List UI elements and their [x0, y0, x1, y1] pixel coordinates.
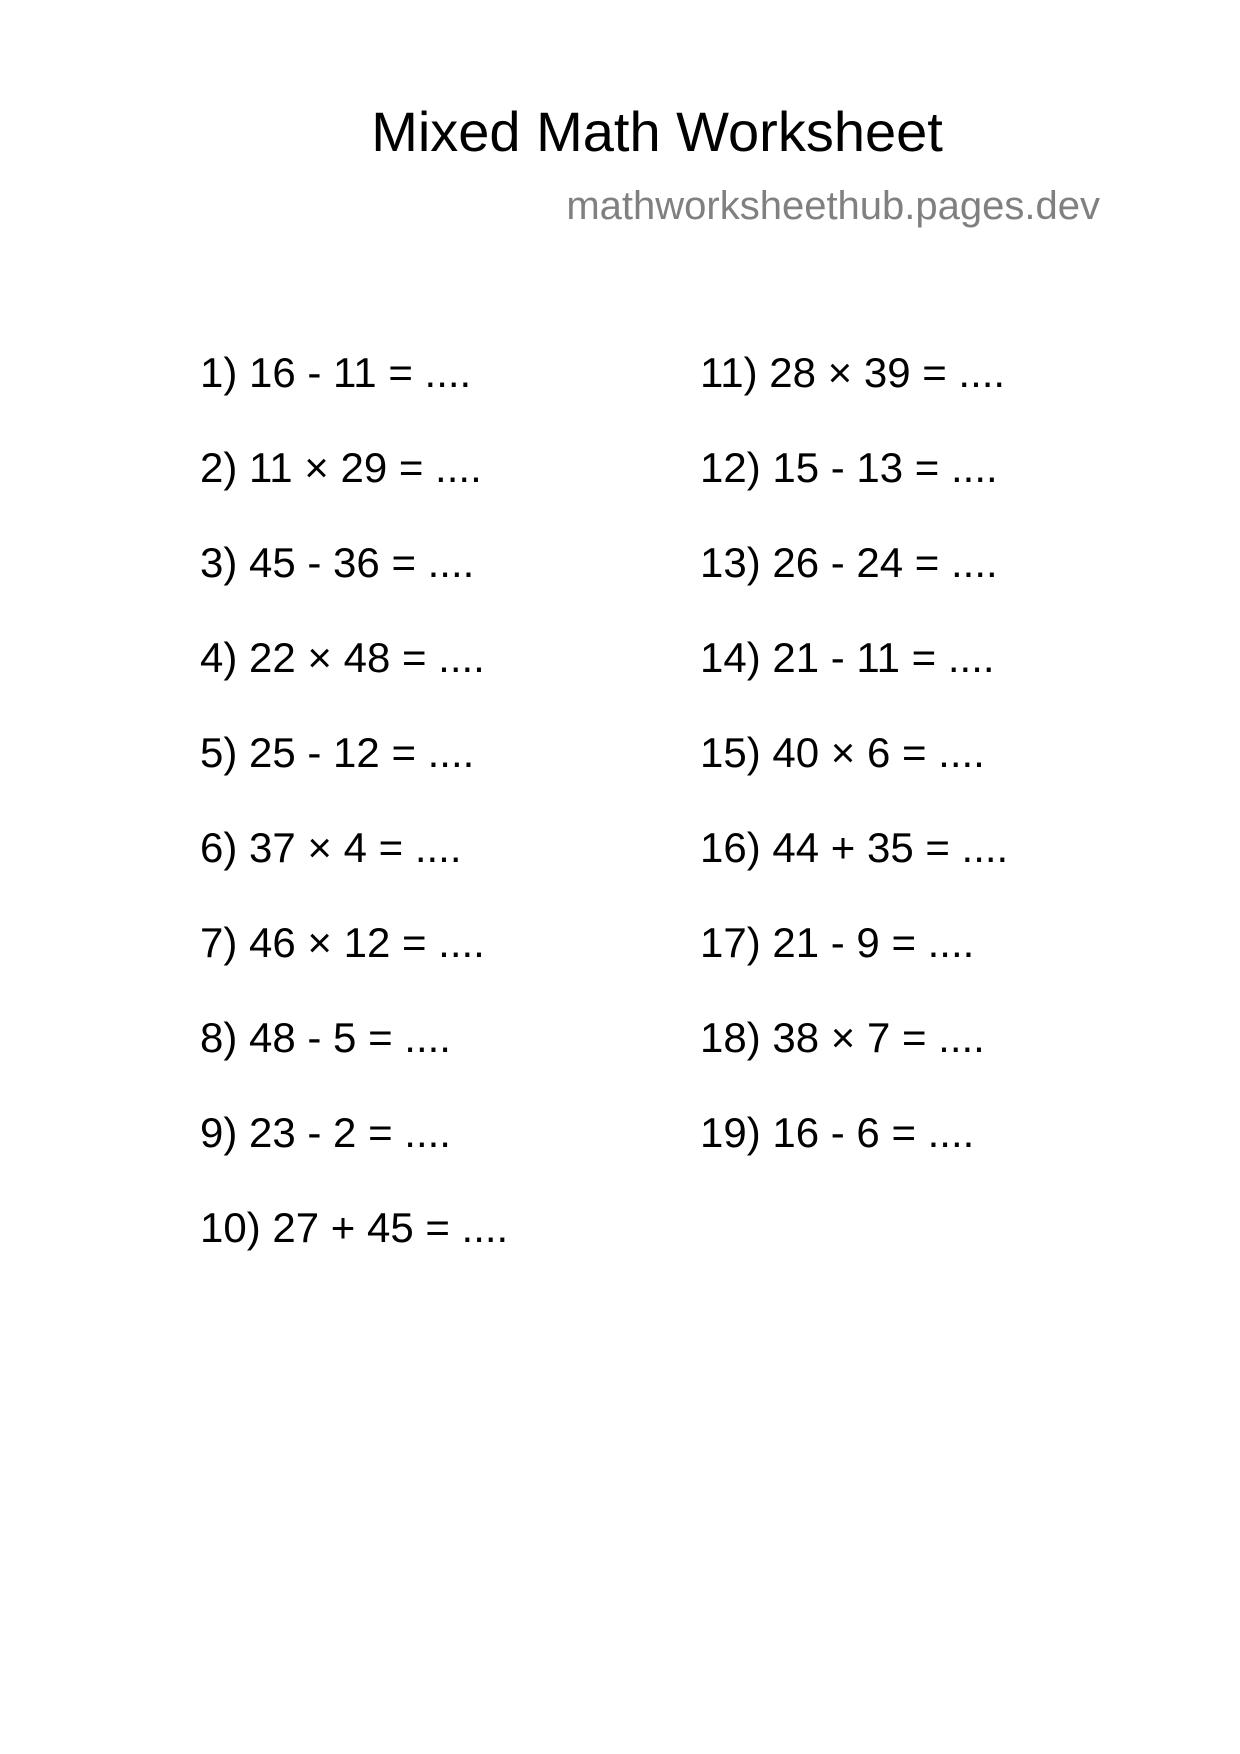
- problem-16: 16) 44 + 35 = ....: [700, 824, 1009, 871]
- problem-3: 3) 45 - 36 = ....: [200, 539, 475, 586]
- worksheet-title: Mixed Math Worksheet: [371, 100, 943, 163]
- problem-column-left: [200, 348, 508, 1298]
- problem-15: 15) 40 × 6 = ....: [700, 729, 985, 776]
- problem-6: 6) 37 × 4 = ....: [200, 824, 462, 871]
- problem-4: 4) 22 × 48 = ....: [200, 634, 485, 681]
- problem-9: 9) 23 - 2 = ....: [200, 1109, 451, 1156]
- problem-column-right: [700, 348, 1008, 1203]
- problem-5: 5) 25 - 12 = ....: [200, 729, 475, 776]
- worksheet-source-url: mathworksheethub.pages.dev: [566, 184, 1100, 228]
- problem-17: 17) 21 - 9 = ....: [700, 919, 975, 966]
- problem-10: 10) 27 + 45 = ....: [200, 1204, 509, 1251]
- problem-13: 13) 26 - 24 = ....: [700, 539, 998, 586]
- problem-8: 8) 48 - 5 = ....: [200, 1014, 451, 1061]
- problem-12: 12) 15 - 13 = ....: [700, 444, 998, 491]
- problem-14: 14) 21 - 11 = ....: [700, 634, 995, 681]
- problem-1: 1) 16 - 11 = ....: [200, 349, 472, 396]
- problem-19: 19) 16 - 6 = ....: [700, 1109, 975, 1156]
- problem-2: 2) 11 × 29 = ....: [200, 444, 482, 491]
- problem-18: 18) 38 × 7 = ....: [700, 1014, 985, 1061]
- problem-11: 11) 28 × 39 = ....: [700, 349, 1006, 396]
- problem-7: 7) 46 × 12 = ....: [200, 919, 485, 966]
